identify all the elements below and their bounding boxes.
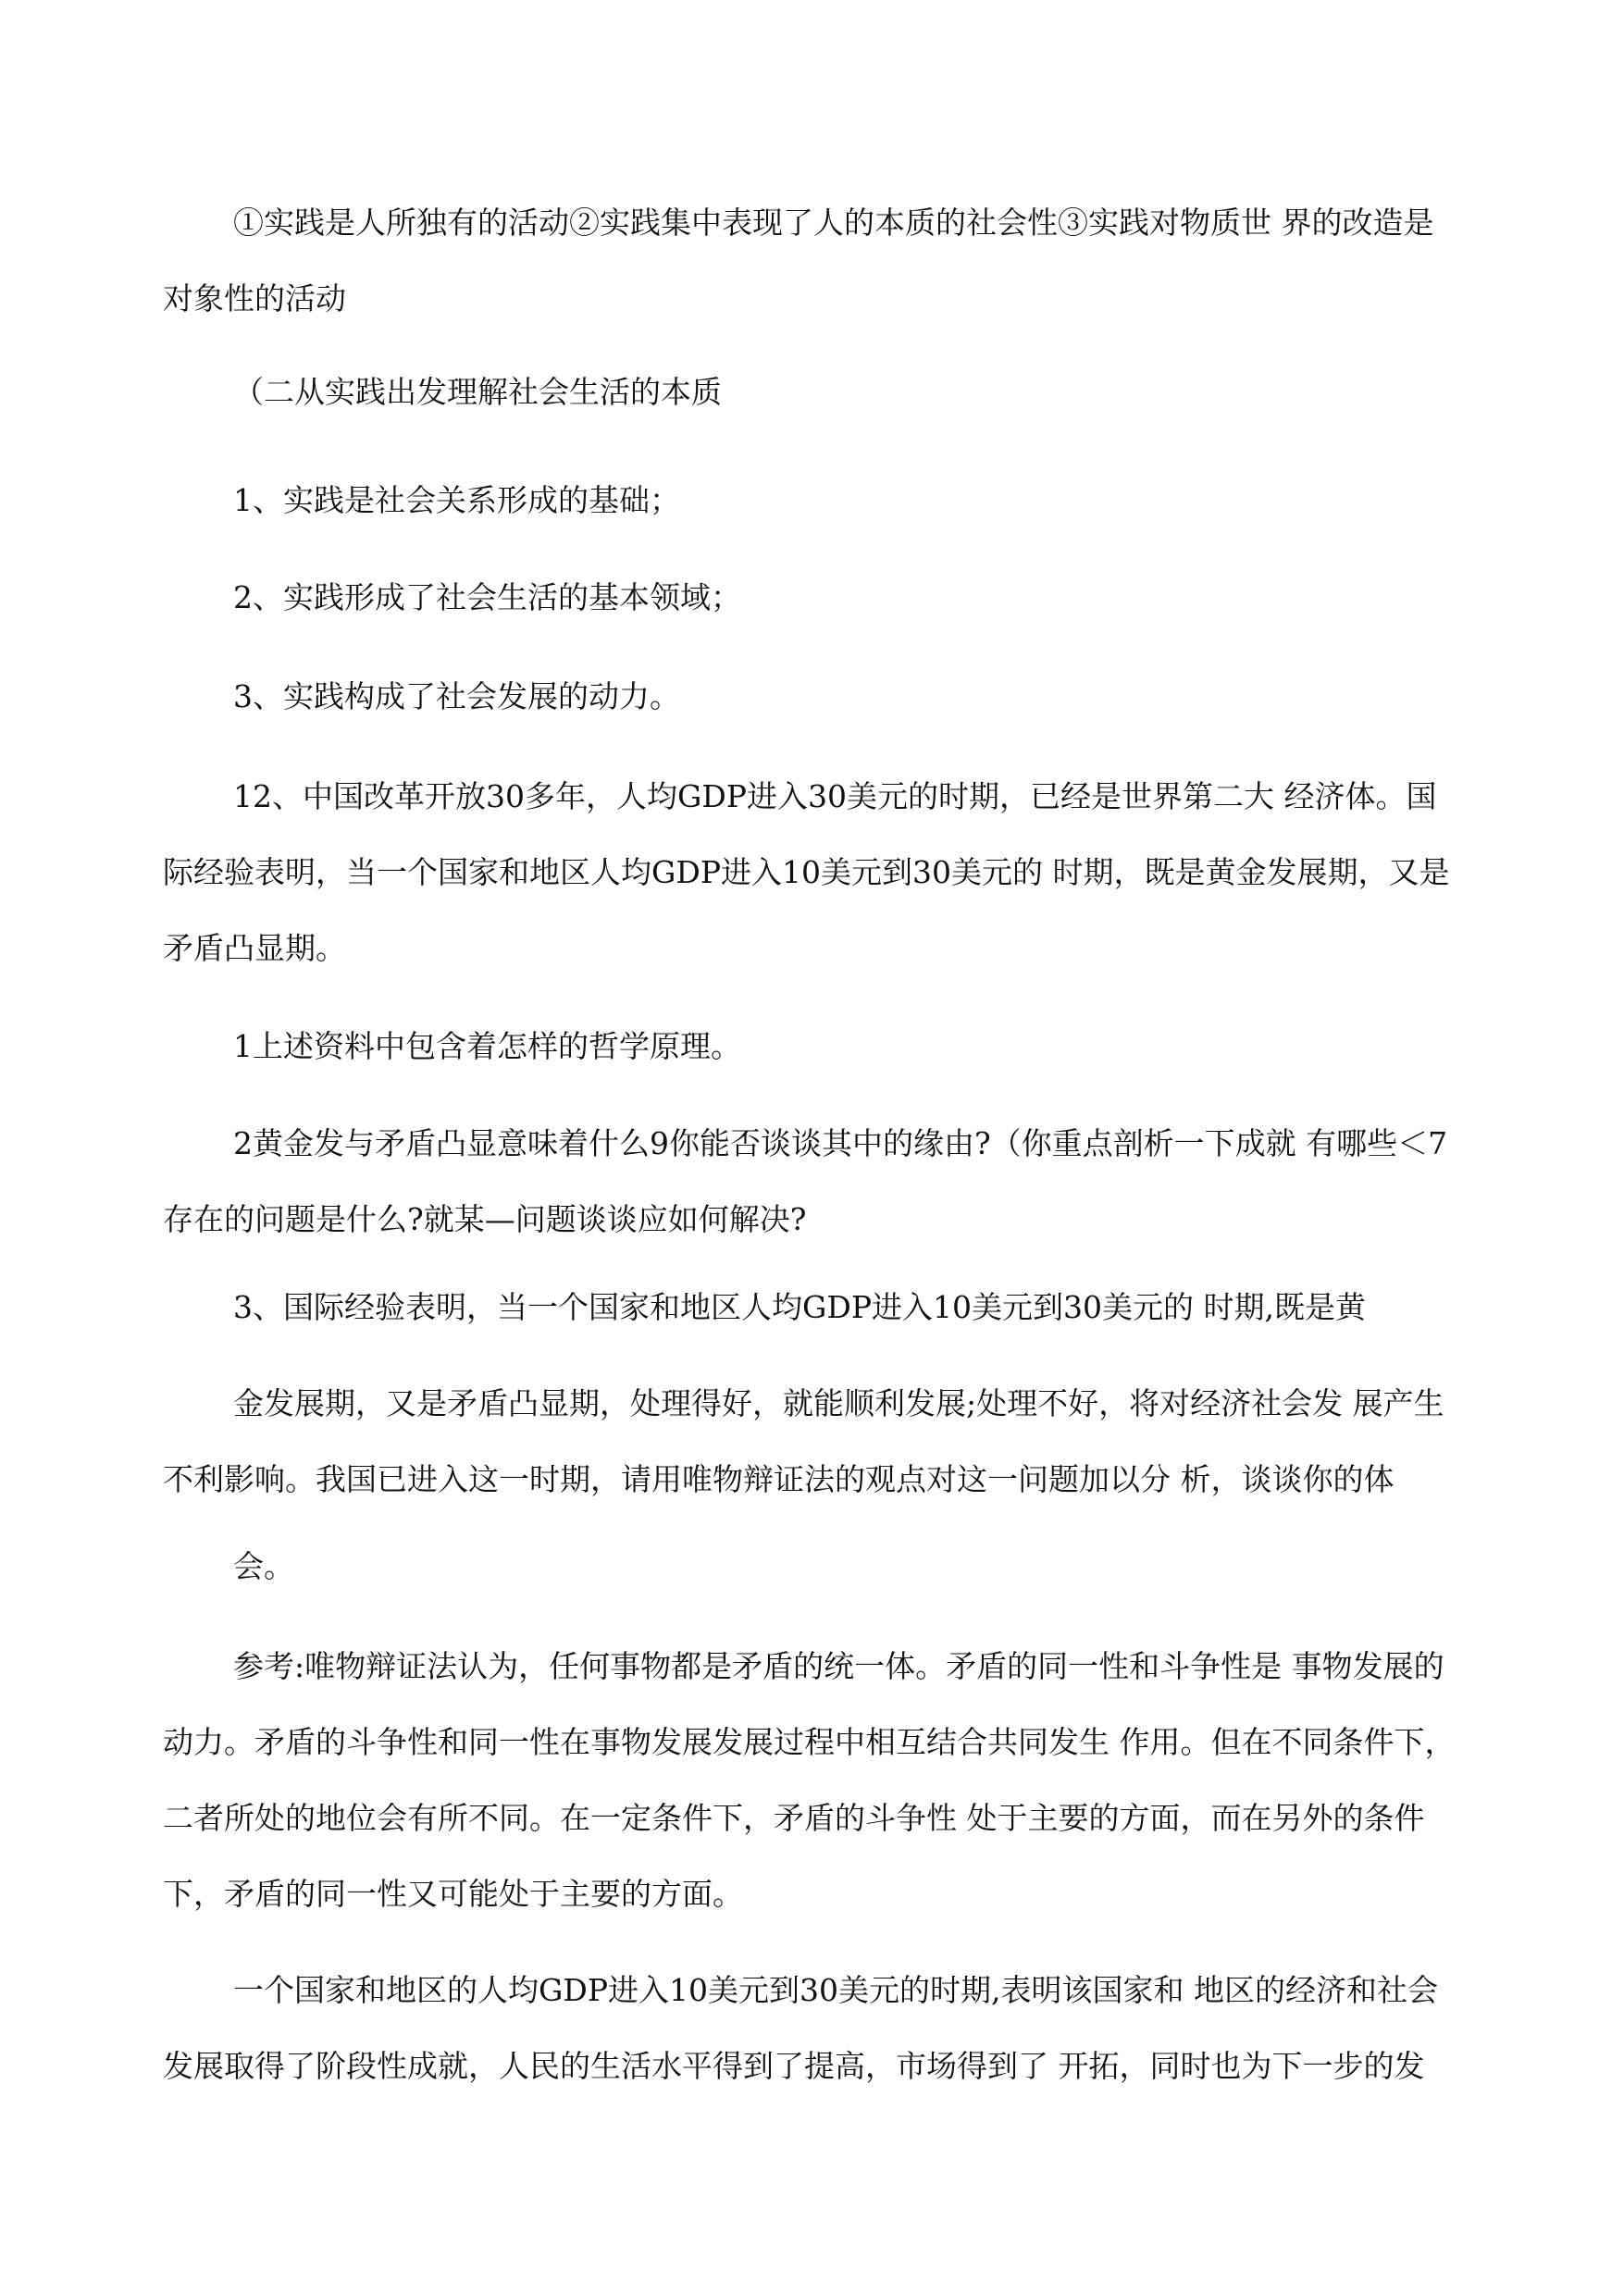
- question-12-paragraph: 12、中国改革开放30多年，人均GDP进入30美元的时期，已经是世界第二大 经济体。国际经验表明，当一个国家和地区人均GDP进入10美元到30美元的 时期，既是黄金发展期，又是矛盾凸显期。: [163, 778, 1450, 966]
- list-item-1: 1、实践是社会关系形成的基础；: [233, 482, 680, 518]
- answer-gdp-paragraph: 一个国家和地区的人均GDP进入10美元到30美元的时期,表明该国家和 地区的经济和社会发展取得了阶段性成就，人民的生活水平得到了提高，市场得到了 开拓，同时也为下一步的发: [163, 1972, 1438, 2084]
- sub-question-3-continued: 金发展期，又是矛盾凸显期，处理得好，就能顺利发展;处理不好，将对经济社会发 展产生不利影响。我国已进入这一时期，请用唯物辩证法的观点对这一问题加以分 析，谈谈你的体: [163, 1385, 1444, 1497]
- list-item-3: 3、实践构成了社会发展的动力。: [233, 678, 680, 714]
- section-heading-social-life: （二从实践出发理解社会生活的本质: [233, 374, 722, 410]
- sub-question-2: 2黄金发与矛盾凸显意味着什么9你能否谈谈其中的缘由?（你重点剖析一下成就 有哪些＜7存在的问题是什么?就某—问题谈谈应如何解决?: [163, 1125, 1448, 1237]
- reference-answer: 参考:唯物辩证法认为，任何事物都是矛盾的统一体。矛盾的同一性和斗争性是 事物发展的动力。矛盾的斗争性和同一性在事物发展发展过程中相互结合共同发生 作用。但在不同条件下，二者所处的地位会有所不同。在一定条件下，矛盾的斗争性 处于主要的方面，而在另外的条件下，矛盾的同一性又可能处于主要的方面。: [163, 1648, 1456, 1912]
- sub-question-1: 1上述资料中包含着怎样的哲学原理。: [233, 1028, 741, 1064]
- sub-question-3-ending: 会。: [233, 1548, 294, 1584]
- paragraph-practice-features: ①实践是人所独有的活动②实践集中表现了人的本质的社会性③实践对物质世 界的改造是对象性的活动: [163, 205, 1434, 316]
- list-item-2: 2、实践形成了社会生活的基本领域；: [233, 579, 741, 615]
- sub-question-3: 3、国际经验表明，当一个国家和地区人均GDP进入10美元到30美元的 时期,既是黄: [233, 1289, 1366, 1325]
